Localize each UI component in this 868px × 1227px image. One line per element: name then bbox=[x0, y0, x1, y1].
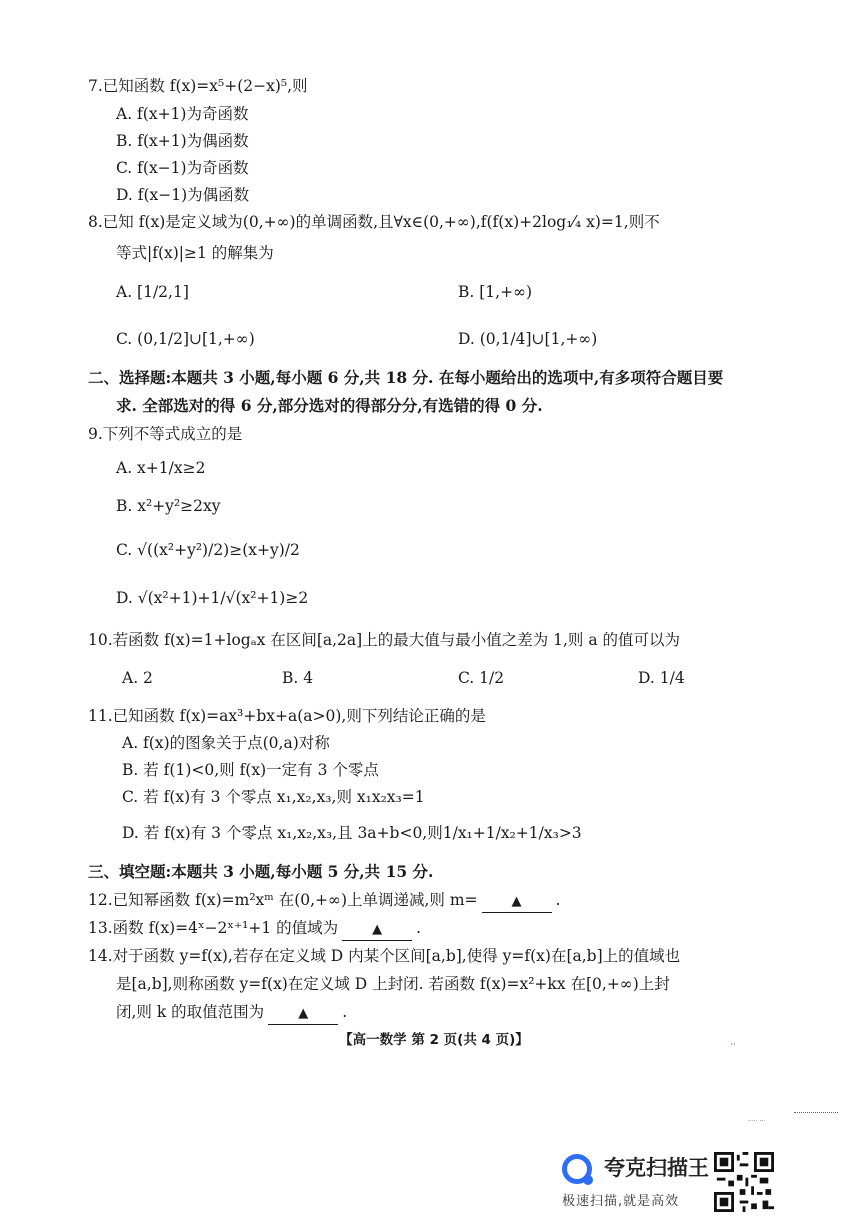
q13-end: . bbox=[416, 919, 422, 937]
triangle-icon: ▲ bbox=[511, 894, 522, 909]
section3-heading: 三、填空题:本题共 3 小题,每小题 5 分,共 15 分. bbox=[88, 862, 434, 881]
q13-text bbox=[88, 918, 421, 941]
q7-stem: 7.已知函数 f(x)=x⁵+(2−x)⁵,则 bbox=[88, 77, 308, 95]
q7-option-d: D. f(x−1)为偶函数 bbox=[116, 186, 250, 204]
q7-option-c: C. f(x−1)为奇函数 bbox=[116, 159, 249, 177]
q12-end: . bbox=[555, 891, 561, 909]
q11-option-a: A. f(x)的图象关于点(0,a)对称 bbox=[122, 734, 330, 752]
q14-answer-blank[interactable] bbox=[268, 1002, 338, 1025]
q14-stem-end: 闭,则 k 的取值范围为 bbox=[116, 1003, 265, 1021]
q11-option-c: C. 若 f(x)有 3 个零点 x₁,x₂,x₃,则 x₁x₂x₃=1 bbox=[122, 788, 425, 806]
q10-option-c: C. 1/2 bbox=[458, 669, 505, 687]
scanner-brand bbox=[562, 1150, 712, 1210]
triangle-icon: ▲ bbox=[372, 922, 383, 937]
scan-mark: ····· ··· bbox=[748, 1118, 766, 1125]
q8-stem-line2: 等式|f(x)|≥1 的解集为 bbox=[116, 244, 274, 262]
q11-option-b: B. 若 f(1)<0,则 f(x)一定有 3 个零点 bbox=[122, 761, 379, 779]
section2-heading-line1: 二、选择题:本题共 3 小题,每小题 6 分,共 18 分. 在每小题给出的选项中,有多项符合题目要 bbox=[88, 368, 724, 387]
q14-line2: 是[a,b],则称函数 y=f(x)在定义域 D 上封闭. 若函数 f(x)=x²+kx 在[0,+∞)上封 bbox=[116, 975, 670, 993]
dotted-line bbox=[794, 1112, 838, 1113]
brand-logo-icon bbox=[562, 1154, 592, 1184]
q9-option-a: A. x+1/x≥2 bbox=[116, 459, 206, 477]
q12-text bbox=[88, 890, 560, 913]
q10-option-a: A. 2 bbox=[122, 669, 153, 687]
q8-stem-line1: 8.已知 f(x)是定义域为(0,+∞)的单调函数,且∀x∈(0,+∞),f(f(x)+2log₁⁄₄ x)=1,则不 bbox=[88, 213, 660, 231]
q7-option-b: B. f(x+1)为偶函数 bbox=[116, 132, 249, 150]
q8-option-d: D. (0,1/4]∪[1,+∞) bbox=[458, 330, 598, 348]
triangle-icon: ▲ bbox=[298, 1006, 309, 1021]
q9-option-c: C. √((x²+y²)/2)≥(x+y)/2 bbox=[116, 541, 300, 559]
qr-code-icon bbox=[714, 1152, 774, 1212]
q10-option-b: B. 4 bbox=[282, 669, 314, 687]
q8-option-b: B. [1,+∞) bbox=[458, 283, 533, 301]
q10-stem: 10.若函数 f(x)=1+logₐx 在区间[a,2a]上的最大值与最小值之差为 1,则 a 的值可以为 bbox=[88, 631, 681, 649]
q12-stem: 12.已知幂函数 f(x)=m²xᵐ 在(0,+∞)上单调递减,则 m= bbox=[88, 891, 478, 909]
q7-option-a: A. f(x+1)为奇函数 bbox=[116, 105, 249, 123]
q14-line3 bbox=[116, 1002, 347, 1025]
dots-mark: ·· bbox=[730, 1040, 736, 1050]
q14-line1: 14.对于函数 y=f(x),若存在定义域 D 内某个区间[a,b],使得 y=f(x)在[a,b]上的值域也 bbox=[88, 947, 681, 965]
q8-option-c: C. (0,1/2]∪[1,+∞) bbox=[116, 330, 255, 348]
q9-option-b: B. x²+y²≥2xy bbox=[116, 497, 221, 515]
q8-option-a: A. [1/2,1] bbox=[116, 283, 189, 301]
q14-end: . bbox=[342, 1003, 348, 1021]
brand-name: 夸克扫描王 bbox=[604, 1156, 709, 1180]
q13-answer-blank[interactable] bbox=[342, 918, 412, 941]
q9-stem: 9.下列不等式成立的是 bbox=[88, 425, 243, 443]
q12-answer-blank[interactable] bbox=[482, 890, 552, 913]
brand-slogan: 极速扫描,就是高效 bbox=[562, 1194, 680, 1209]
q11-stem: 11.已知函数 f(x)=ax³+bx+a(a>0),则下列结论正确的是 bbox=[88, 707, 486, 725]
section2-heading-line2: 求. 全部选对的得 6 分,部分选对的得部分分,有选错的得 0 分. bbox=[116, 396, 543, 415]
q10-option-d: D. 1/4 bbox=[638, 669, 685, 687]
page-footer: 【高一数学 第 2 页(共 4 页)】 bbox=[339, 1032, 529, 1048]
q13-stem: 13.函数 f(x)=4ˣ−2ˣ⁺¹+1 的值域为 bbox=[88, 919, 339, 937]
q11-option-d: D. 若 f(x)有 3 个零点 x₁,x₂,x₃,且 3a+b<0,则1/x₁+1/x₂+1/x₃>3 bbox=[122, 824, 582, 842]
q9-option-d: D. √(x²+1)+1/√(x²+1)≥2 bbox=[116, 589, 309, 607]
